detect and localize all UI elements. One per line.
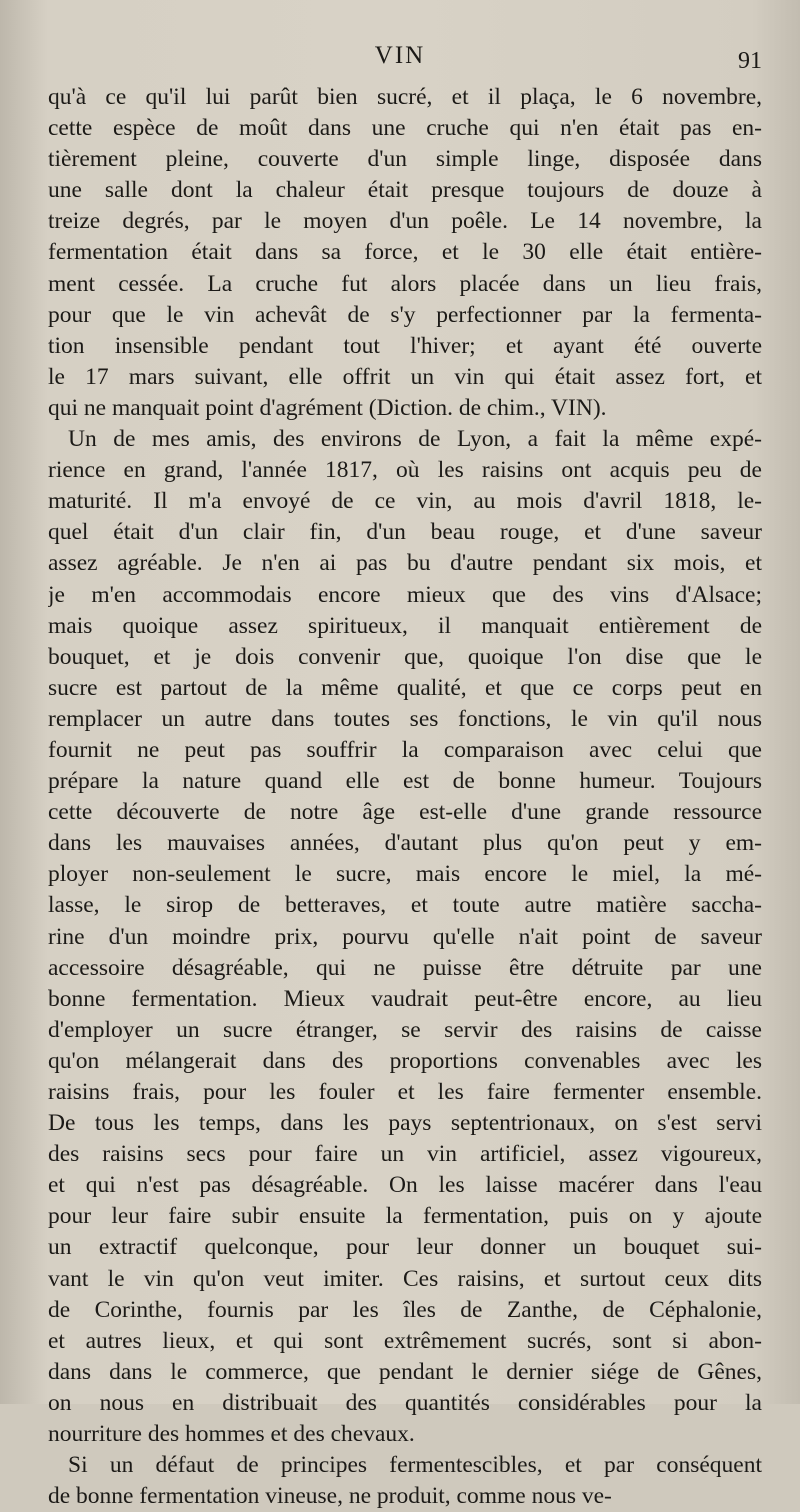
text-line: raisins frais, pour les fouler et les faire fermenter ensemble. — [48, 1079, 762, 1105]
text-line: et autres lieux, et qui sont extrêmement sucrés, sont si abon- — [48, 1327, 762, 1354]
text-line: Un de mes amis, des environs de Lyon, a fait la même expé- — [68, 426, 762, 453]
text-line: bouquet, et je dois convenir que, quoique l'on dise que le — [48, 643, 762, 670]
text-line: remplacer un autre dans toutes ses fonctions, le vin qu'il nous — [48, 705, 762, 732]
text-line: on nous en distribuait des quantités considérables pour la — [48, 1389, 762, 1416]
text-line: Si un défaut de principes fermentescibles, et par conséquent — [68, 1452, 762, 1479]
page-number: 91 — [738, 48, 762, 74]
text-line: cette espèce de moût dans une cruche qui n'en était pas en- — [48, 115, 762, 142]
text-line: de Corinthe, fournis par les îles de Zanthe, de Céphalonie, — [48, 1296, 762, 1323]
text-line: et qui n'est pas désagréable. On les laisse macérer dans l'eau — [48, 1172, 762, 1199]
body-text — [48, 82, 762, 1512]
text-line: je m'en accommodais encore mieux que des vins d'Alsace; — [48, 581, 762, 608]
text-line: tièrement pleine, couverte d'un simple linge, disposée dans — [48, 146, 762, 173]
text-line: treize degrés, par le moyen d'un poêle. Le 14 novembre, la — [48, 208, 762, 235]
text-line: tion insensible pendant tout l'hiver; et ayant été ouverte — [48, 332, 762, 359]
paragraph — [48, 82, 762, 424]
paragraph — [48, 424, 762, 1450]
paragraph — [48, 1450, 762, 1512]
text-line: une salle dont la chaleur était presque toujours de douze à — [48, 177, 762, 204]
text-line: dans les mauvaises années, d'autant plus qu'on peut y em- — [48, 830, 762, 857]
text-line: qui ne manquait point d'agrément (Diction. de chim., VIN). — [48, 394, 607, 421]
text-line: rine d'un moindre prix, pourvu qu'elle n'ait point de saveur — [48, 923, 762, 950]
text-line: fermentation était dans sa force, et le 30 elle était entière- — [48, 239, 762, 266]
text-line: qu'à ce qu'il lui parût bien sucré, et il plaça, le 6 novembre, — [48, 84, 762, 110]
text-line: le 17 mars suivant, elle offrit un vin qui était assez fort, et — [48, 363, 762, 390]
text-line: ment cessée. La cruche fut alors placée dans un lieu frais, — [48, 270, 762, 297]
text-line: maturité. Il m'a envoyé de ce vin, au mois d'avril 1818, le- — [48, 488, 762, 515]
running-head — [0, 40, 800, 80]
text-line: De tous les temps, dans les pays septentrionaux, on s'est servi — [48, 1110, 762, 1137]
text-line: quel était d'un clair fin, d'un beau rouge, et d'une saveur — [48, 519, 762, 546]
text-line: cette découverte de notre âge est-elle d'une grande ressource — [48, 799, 762, 826]
text-line: assez agréable. Je n'en ai pas bu d'autre pendant six mois, et — [48, 550, 762, 577]
text-line: accessoire désagréable, qui ne puisse être détruite par une — [48, 954, 762, 981]
text-line: pour que le vin achevât de s'y perfectionner par la fermenta- — [48, 301, 762, 328]
text-line: bonne fermentation. Mieux vaudrait peut-être encore, au lieu — [48, 985, 762, 1012]
text-line: ployer non-seulement le sucre, mais encore le miel, la mé- — [48, 861, 762, 888]
text-line: qu'on mélangerait dans des proportions convenables avec les — [48, 1047, 762, 1074]
text-line: d'employer un sucre étranger, se servir des raisins de caisse — [48, 1016, 762, 1043]
text-line: pour leur faire subir ensuite la fermentation, puis on y ajoute — [48, 1203, 762, 1230]
text-line: nourriture des hommes et des chevaux. — [48, 1421, 415, 1448]
text-line: un extractif quelconque, pour leur donner un bouquet sui- — [48, 1234, 762, 1261]
text-line: mais quoique assez spiritueux, il manquait entièrement de — [48, 612, 762, 639]
text-line: lasse, le sirop de betteraves, et toute autre matière saccha- — [48, 892, 762, 919]
text-line: fournit ne peut pas souffrir la comparaison avec celui que — [48, 736, 762, 763]
text-line: prépare la nature quand elle est de bonne humeur. Toujours — [48, 768, 762, 795]
text-line: rience en grand, l'année 1817, où les raisins ont acquis peu de — [48, 457, 762, 484]
running-title: VIN — [374, 42, 426, 69]
text-line: de bonne fermentation vineuse, ne produit, comme nous ve- — [48, 1483, 612, 1510]
text-line: des raisins secs pour faire un vin artificiel, assez vigoureux, — [48, 1141, 762, 1168]
text-line: vant le vin qu'on veut imiter. Ces raisins, et surtout ceux dits — [48, 1265, 762, 1292]
text-line: dans dans le commerce, que pendant le dernier siége de Gênes, — [48, 1358, 762, 1385]
text-line: sucre est partout de la même qualité, et que ce corps peut en — [48, 674, 762, 701]
